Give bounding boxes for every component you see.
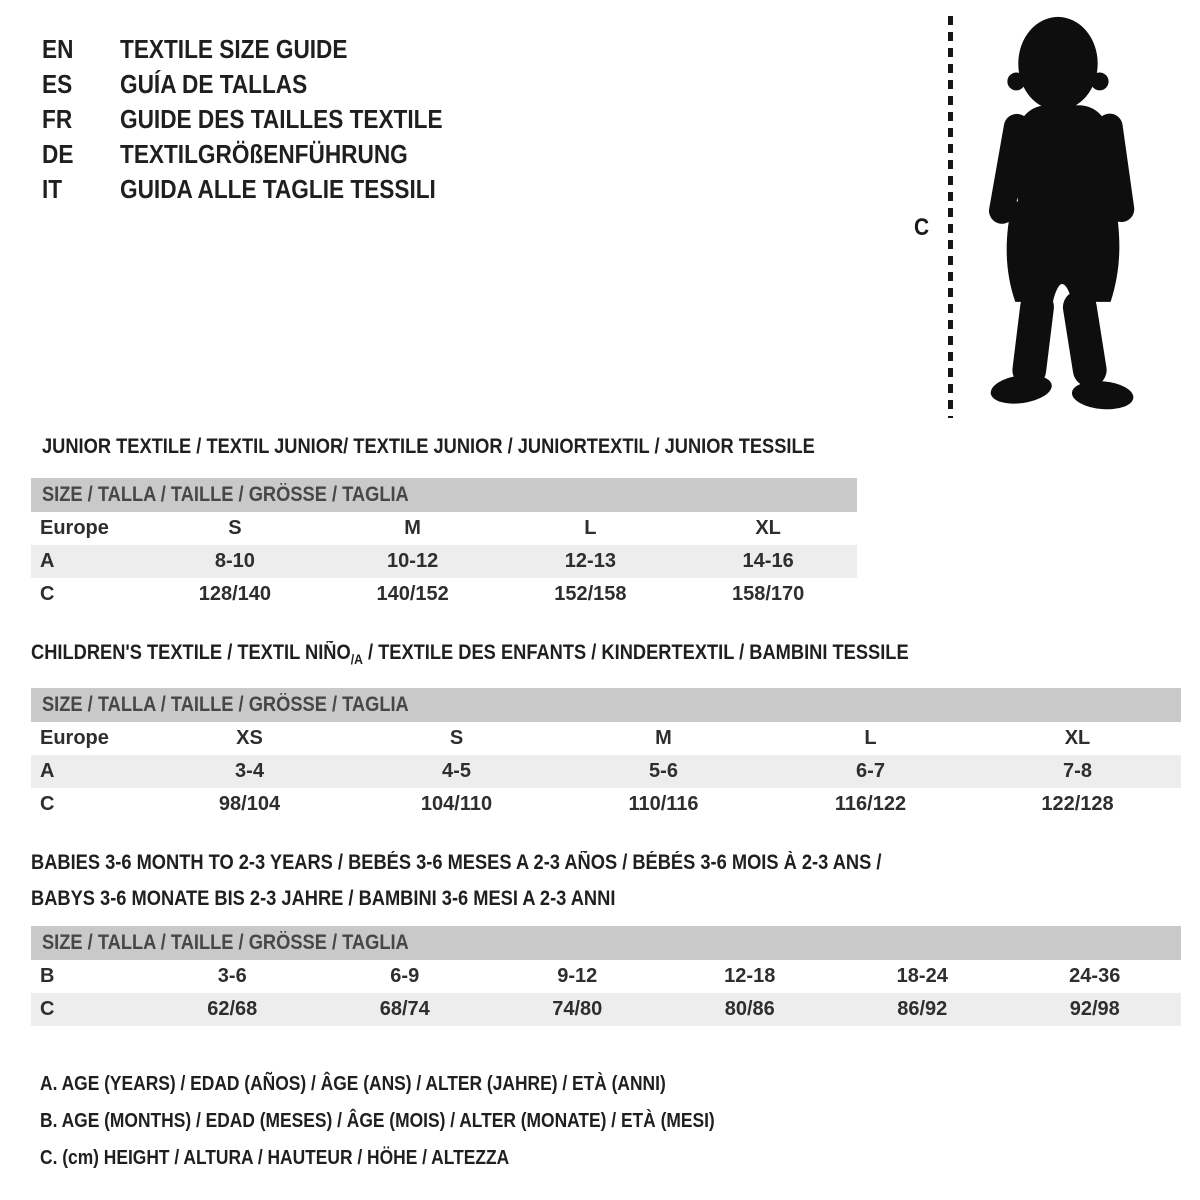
size-header-label: SIZE / TALLA / TAILLE / GRÖSSE / TAGLIA bbox=[42, 931, 409, 954]
children-section-title bbox=[31, 641, 909, 665]
age-cell: 10-12 bbox=[387, 550, 439, 572]
age-cell: 4-5 bbox=[442, 760, 471, 782]
legend-text: A. AGE (YEARS) / EDAD (AÑOS) / ÂGE (ANS) / ALTER (JAHRE) / ETÀ (ANNI) bbox=[40, 1073, 666, 1095]
size-header-label: SIZE / TALLA / TAILLE / GRÖSSE / TAGLIA bbox=[42, 693, 409, 716]
height-cell: 92/98 bbox=[1069, 998, 1120, 1020]
height-cell: 74/80 bbox=[552, 998, 603, 1020]
table-row-height bbox=[31, 993, 1181, 1026]
height-cell: 86/92 bbox=[897, 998, 948, 1020]
legend-text: C. (cm) HEIGHT / ALTURA / HAUTEUR / HÖHE / ALTEZZA bbox=[40, 1147, 510, 1169]
table-header-bar bbox=[31, 688, 1181, 722]
age-cell: 3-4 bbox=[235, 760, 264, 782]
row-label: B bbox=[40, 965, 55, 987]
height-cell: 80/86 bbox=[724, 998, 775, 1020]
height-cell: 140/152 bbox=[376, 583, 449, 605]
table-header-bar bbox=[31, 478, 857, 512]
size-cell: XS bbox=[236, 727, 263, 749]
language-row-fr bbox=[42, 102, 491, 137]
height-cell: 158/170 bbox=[731, 583, 805, 605]
age-cell: 5-6 bbox=[649, 760, 678, 782]
row-label: A bbox=[40, 550, 55, 572]
size-cell: M bbox=[655, 727, 672, 749]
table-row-height bbox=[31, 578, 857, 611]
age-cell: 6-9 bbox=[390, 965, 420, 987]
age-cell: 18-24 bbox=[896, 965, 948, 987]
age-cell: 24-36 bbox=[1069, 965, 1121, 987]
height-cell: 116/122 bbox=[834, 793, 907, 815]
guide-title: TEXTILGRÖßENFÜHRUNG bbox=[120, 139, 408, 169]
row-label: C bbox=[40, 793, 55, 815]
language-code: FR bbox=[42, 104, 73, 134]
size-cell: M bbox=[404, 517, 421, 539]
language-row-en bbox=[42, 32, 491, 67]
row-label: A bbox=[40, 760, 55, 782]
babies-size-table bbox=[31, 926, 1181, 1026]
language-row-de bbox=[42, 137, 491, 172]
size-cell: L bbox=[584, 517, 597, 539]
language-code: ES bbox=[42, 69, 73, 99]
size-cell: S bbox=[228, 517, 242, 539]
age-cell: 6-7 bbox=[856, 760, 885, 782]
legend-line-b bbox=[40, 1103, 816, 1140]
table-header-bar bbox=[31, 926, 1181, 960]
language-code: EN bbox=[42, 34, 74, 64]
size-cell: XL bbox=[755, 517, 781, 539]
language-code: IT bbox=[42, 174, 63, 204]
children-title-post: / TEXTILE DES ENFANTS / KINDERTEXTIL / BAMBINI TESSILE bbox=[362, 641, 909, 664]
height-c-label: C bbox=[914, 214, 930, 241]
row-label: C bbox=[40, 998, 55, 1020]
age-cell: 8-10 bbox=[214, 550, 255, 572]
junior-section-title: JUNIOR TEXTILE / TEXTIL JUNIOR/ TEXTILE JUNIOR / JUNIORTEXTIL / JUNIOR TESSILE bbox=[42, 435, 815, 458]
height-measure-dashed-line bbox=[948, 16, 953, 418]
measurement-legend bbox=[40, 1066, 816, 1177]
height-cell: 98/104 bbox=[218, 793, 281, 815]
table-row-age bbox=[31, 545, 857, 578]
height-cell: 110/116 bbox=[628, 793, 699, 815]
legend-text: B. AGE (MONTHS) / EDAD (MESES) / ÂGE (MOIS) / ALTER (MONATE) / ETÀ (MESI) bbox=[40, 1110, 715, 1132]
age-cell: 7-8 bbox=[1063, 760, 1092, 782]
toddler-silhouette-icon bbox=[955, 8, 1155, 420]
table-row-age bbox=[31, 755, 1181, 788]
height-cell: 68/74 bbox=[379, 998, 430, 1020]
language-code: DE bbox=[42, 139, 74, 169]
language-row-es bbox=[42, 67, 491, 102]
height-cell: 104/110 bbox=[420, 793, 493, 815]
row-label: Europe bbox=[40, 517, 109, 539]
age-cell: 12-18 bbox=[724, 965, 776, 987]
row-label: C bbox=[40, 583, 55, 605]
legend-line-c bbox=[40, 1140, 816, 1177]
height-cell: 128/140 bbox=[198, 583, 272, 605]
language-row-it bbox=[42, 172, 491, 207]
height-cell: 152/158 bbox=[554, 583, 627, 605]
legend-line-a bbox=[40, 1066, 816, 1103]
language-title-list bbox=[42, 32, 491, 207]
babies-section-title bbox=[31, 845, 1009, 917]
age-cell: 14-16 bbox=[742, 550, 794, 572]
height-cell: 62/68 bbox=[207, 998, 258, 1020]
age-cell: 3-6 bbox=[217, 965, 247, 987]
size-cell: L bbox=[864, 727, 877, 749]
children-size-table bbox=[31, 688, 1181, 821]
age-cell: 9-12 bbox=[557, 965, 598, 987]
babies-title-line1: BABIES 3-6 MONTH TO 2-3 YEARS / BEBÉS 3-6 MESES A 2-3 AÑOS / BÉBÉS 3-6 MOIS À 2-3 ANS / bbox=[31, 851, 882, 874]
table-row-height bbox=[31, 788, 1181, 821]
table-row-europe bbox=[31, 722, 1181, 755]
table-row-europe bbox=[31, 512, 857, 545]
row-label: Europe bbox=[40, 727, 109, 749]
table-row-months bbox=[31, 960, 1181, 993]
height-cell: 122/128 bbox=[1041, 793, 1114, 815]
junior-size-table bbox=[31, 478, 857, 611]
age-cell: 12-13 bbox=[564, 550, 616, 572]
size-header-label: SIZE / TALLA / TAILLE / GRÖSSE / TAGLIA bbox=[42, 483, 409, 506]
guide-title: GUIDA ALLE TAGLIE TESSILI bbox=[120, 174, 436, 204]
size-cell: S bbox=[449, 727, 464, 749]
children-title-subscript: /A bbox=[350, 651, 363, 667]
children-title-pre: CHILDREN'S TEXTILE / TEXTIL NIÑO bbox=[31, 641, 351, 664]
size-cell: XL bbox=[1064, 727, 1091, 749]
guide-title: GUÍA DE TALLAS bbox=[120, 69, 308, 99]
babies-title-line2: BABYS 3-6 MONATE BIS 2-3 JAHRE / BAMBINI 3-6 MESI A 2-3 ANNI bbox=[31, 887, 616, 910]
guide-title: TEXTILE SIZE GUIDE bbox=[120, 34, 348, 64]
guide-title: GUIDE DES TAILLES TEXTILE bbox=[120, 104, 443, 134]
